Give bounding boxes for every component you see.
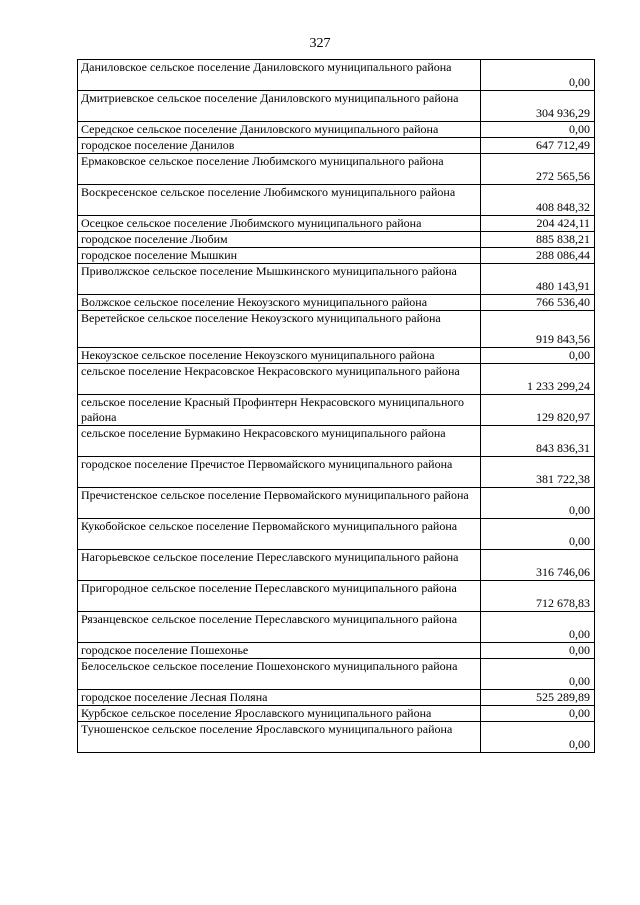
table-row bbox=[78, 264, 595, 295]
table-row bbox=[78, 348, 595, 364]
table-row bbox=[78, 488, 595, 519]
settlement-name: сельское поселение Некрасовское Некрасовского муниципального района bbox=[78, 364, 481, 395]
table-row bbox=[78, 91, 595, 122]
settlement-name: Нагорьевское сельское поселение Переславского муниципального района bbox=[78, 550, 481, 581]
amount-value: 919 843,56 bbox=[481, 311, 595, 348]
settlement-name: городское поселение Пречистое Первомайского муниципального района bbox=[78, 457, 481, 488]
table-row bbox=[78, 722, 595, 753]
table-row bbox=[78, 122, 595, 138]
settlement-name: городское поселение Любим bbox=[78, 232, 481, 248]
settlement-name: Ермаковское сельское поселение Любимского муниципального района bbox=[78, 154, 481, 185]
page-number: 327 bbox=[309, 36, 331, 51]
settlement-name: Веретейское сельское поселение Некоузского муниципального района bbox=[78, 311, 481, 348]
amount-value: 0,00 bbox=[481, 488, 595, 519]
table-row bbox=[78, 426, 595, 457]
amount-value: 0,00 bbox=[481, 519, 595, 550]
amount-value: 1 233 299,24 bbox=[481, 364, 595, 395]
table-row bbox=[78, 311, 595, 348]
settlement-name: сельское поселение Бурмакино Некрасовского муниципального района bbox=[78, 426, 481, 457]
table-row bbox=[78, 295, 595, 311]
table-row bbox=[78, 216, 595, 232]
settlement-name: Дмитриевское сельское поселение Даниловского муниципального района bbox=[78, 91, 481, 122]
amount-value: 381 722,38 bbox=[481, 457, 595, 488]
table-row bbox=[78, 690, 595, 706]
amount-value: 647 712,49 bbox=[481, 138, 595, 154]
table-row bbox=[78, 612, 595, 643]
settlement-name: сельское поселение Красный Профинтерн Некрасовского муниципального района bbox=[78, 395, 481, 426]
amount-value: 316 746,06 bbox=[481, 550, 595, 581]
table-row bbox=[78, 395, 595, 426]
settlement-name: Пригородное сельское поселение Переславского муниципального района bbox=[78, 581, 481, 612]
table-row bbox=[78, 457, 595, 488]
amount-value: 0,00 bbox=[481, 659, 595, 690]
settlement-name: Рязанцевское сельское поселение Переславского муниципального района bbox=[78, 612, 481, 643]
table-row bbox=[78, 60, 595, 91]
table-row bbox=[78, 581, 595, 612]
table-row bbox=[78, 364, 595, 395]
amount-value: 204 424,11 bbox=[481, 216, 595, 232]
amount-value: 766 536,40 bbox=[481, 295, 595, 311]
settlement-name: городское поселение Пошехонье bbox=[78, 643, 481, 659]
settlement-name: Белосельское сельское поселение Пошехонского муниципального района bbox=[78, 659, 481, 690]
settlement-name: Курбское сельское поселение Ярославского муниципального района bbox=[78, 706, 481, 722]
amount-value: 272 565,56 bbox=[481, 154, 595, 185]
amount-value: 0,00 bbox=[481, 60, 595, 91]
table-row bbox=[78, 706, 595, 722]
settlement-name: Кукобойское сельское поселение Первомайского муниципального района bbox=[78, 519, 481, 550]
amount-value: 480 143,91 bbox=[481, 264, 595, 295]
amount-value: 0,00 bbox=[481, 706, 595, 722]
settlement-name: городское поселение Лесная Поляна bbox=[78, 690, 481, 706]
table-row bbox=[78, 519, 595, 550]
amount-value: 885 838,21 bbox=[481, 232, 595, 248]
table-row bbox=[78, 659, 595, 690]
settlement-name: Туношенское сельское поселение Ярославского муниципального района bbox=[78, 722, 481, 753]
amount-value: 0,00 bbox=[481, 722, 595, 753]
settlement-name: Приволжское сельское поселение Мышкинского муниципального района bbox=[78, 264, 481, 295]
amount-value: 288 086,44 bbox=[481, 248, 595, 264]
table-row bbox=[78, 138, 595, 154]
settlement-name: Пречистенское сельское поселение Первомайского муниципального района bbox=[78, 488, 481, 519]
settlement-name: Середское сельское поселение Даниловского муниципального района bbox=[78, 122, 481, 138]
table-row bbox=[78, 154, 595, 185]
amount-value: 0,00 bbox=[481, 643, 595, 659]
amount-value: 129 820,97 bbox=[481, 395, 595, 426]
settlement-name: Осецкое сельское поселение Любимского муниципального района bbox=[78, 216, 481, 232]
amount-value: 0,00 bbox=[481, 612, 595, 643]
table-row bbox=[78, 232, 595, 248]
settlement-name: Даниловское сельское поселение Даниловского муниципального района bbox=[78, 60, 481, 91]
amount-value: 843 836,31 bbox=[481, 426, 595, 457]
table-row bbox=[78, 185, 595, 216]
settlement-name: Волжское сельское поселение Некоузского муниципального района bbox=[78, 295, 481, 311]
settlement-name: Воскресенское сельское поселение Любимского муниципального района bbox=[78, 185, 481, 216]
settlement-name: городское поселение Мышкин bbox=[78, 248, 481, 264]
settlement-name: Некоузское сельское поселение Некоузского муниципального района bbox=[78, 348, 481, 364]
table-row bbox=[78, 248, 595, 264]
amount-value: 304 936,29 bbox=[481, 91, 595, 122]
amount-value: 0,00 bbox=[481, 348, 595, 364]
amount-value: 525 289,89 bbox=[481, 690, 595, 706]
settlement-name: городское поселение Данилов bbox=[78, 138, 481, 154]
amount-value: 712 678,83 bbox=[481, 581, 595, 612]
table-row bbox=[78, 643, 595, 659]
amount-value: 0,00 bbox=[481, 122, 595, 138]
table-row bbox=[78, 550, 595, 581]
settlements-budget-table bbox=[77, 59, 595, 753]
amount-value: 408 848,32 bbox=[481, 185, 595, 216]
